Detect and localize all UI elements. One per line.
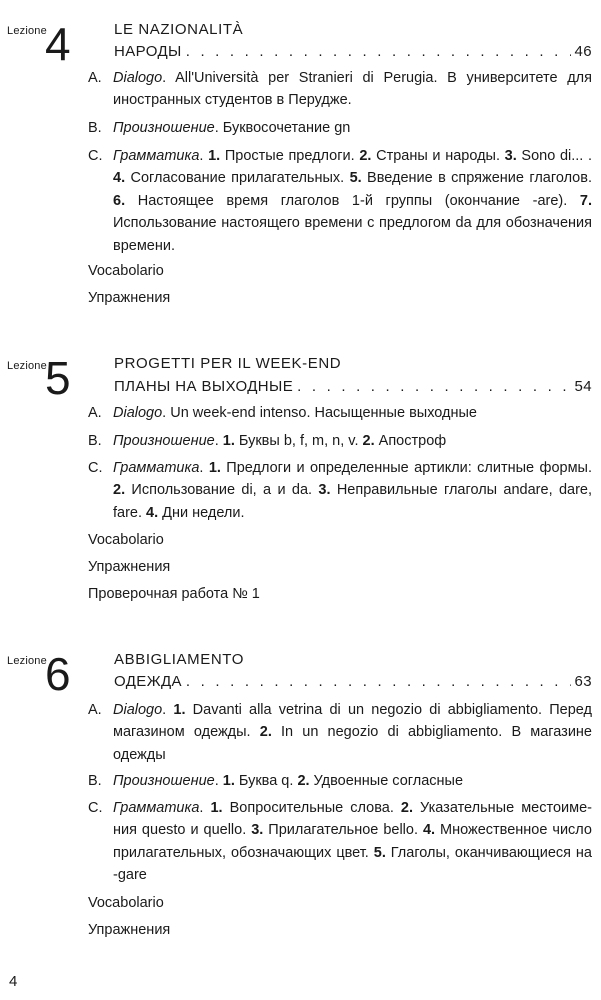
section-letter: A. [88, 70, 102, 86]
exercises-link[interactable]: Упражнения [88, 290, 171, 306]
section-prefix: Dialogo [113, 405, 163, 421]
section-text [113, 117, 592, 139]
section-b [88, 430, 592, 452]
lesson-label: Lezione [7, 655, 47, 667]
section-c [88, 145, 592, 257]
section-description: . Un week-end intenso. Насыщенные выходные [162, 405, 477, 421]
toc-entry[interactable] [114, 43, 592, 60]
toc-entry[interactable] [114, 378, 592, 395]
vocabulary-link[interactable]: Vocabolario [88, 532, 164, 548]
test-link[interactable]: Проверочная работа № 1 [88, 586, 260, 602]
leader-dots [297, 378, 570, 395]
section-text: Произношение. 1. Буквы b, f, m, n, v. 2. Апостроф [113, 433, 447, 449]
section-text: Dialogo. 1. Davanti alla vetrina di un negozio di abbigliamento. Перед магазином одежды. 2. In un negozio di abbigliamento. В магазине одежды [113, 702, 593, 763]
lesson-title-italian: LE NAZIONALITÀ [114, 21, 244, 38]
section-letter: C. [88, 148, 103, 164]
lesson-number: 4 [45, 18, 71, 70]
section-prefix: Грамматика [113, 800, 200, 816]
section-a [88, 402, 592, 424]
section-letter: B. [88, 120, 102, 136]
page-number: 4 [9, 973, 18, 990]
section-a [88, 699, 592, 766]
lesson-title-russian: ОДЕЖДА [114, 673, 182, 690]
section-letter: A. [88, 702, 102, 718]
section-letter: B. [88, 773, 102, 789]
exercises-link[interactable]: Упражнения [88, 922, 171, 938]
lesson-number: 6 [45, 648, 71, 700]
section-text [113, 67, 592, 112]
section-text: Грамматика. 1. Простые предлоги. 2. Страны и народы. 3. Sono di... . 4. Согласование прилагательных. 5. Введение в спряжение глаголов. 6. Настоящее время глаголов 1-й группы (окончание -are). 7. Использование настоящего времени с предлогом da для обозначения времени. [113, 148, 593, 254]
section-c [88, 457, 592, 524]
section-b [88, 117, 592, 139]
page-reference: 46 [574, 43, 592, 60]
section-prefix: Dialogo [113, 70, 163, 86]
section-c [88, 797, 592, 887]
section-prefix: Dialogo [113, 702, 163, 718]
lesson-number: 5 [45, 352, 71, 404]
leader-dots [186, 673, 571, 690]
section-prefix: Произношение [113, 773, 215, 789]
exercises-link[interactable]: Упражнения [88, 559, 171, 575]
section-prefix: Грамматика [113, 460, 200, 476]
section-a [88, 67, 592, 112]
section-letter: B. [88, 433, 102, 449]
section-prefix: Грамматика [113, 148, 200, 164]
section-text [113, 402, 592, 424]
section-description: . Буквосочетание gn [214, 120, 351, 136]
section-text: Произношение. 1. Буква q. 2. Удвоенные согласные [113, 773, 464, 789]
lesson-title-italian: PROGETTI PER IL WEEK-END [114, 355, 342, 372]
vocabulary-link[interactable]: Vocabolario [88, 263, 164, 279]
section-description: . All'Università per Stranieri di Perugia. В университете для иностранных студентов в Перудже. [113, 70, 592, 109]
lesson-label: Lezione [7, 25, 47, 37]
toc-entry[interactable] [114, 673, 592, 690]
section-text: Грамматика. 1. Предлоги и определенные артикли: слитные формы. 2. Использование di, a и da. 3. Неправильные глаголы andare, dare, fare. 4. Дни недели. [113, 460, 592, 521]
lesson-label: Lezione [7, 360, 47, 372]
page-reference: 63 [574, 673, 592, 690]
lesson-title-russian: ПЛАНЫ НА ВЫХОДНЫЕ [114, 378, 294, 395]
section-letter: A. [88, 405, 102, 421]
lesson-title-italian: ABBIGLIAMENTO [114, 651, 245, 668]
section-letter: C. [88, 460, 103, 476]
section-b [88, 770, 592, 792]
section-prefix: Произношение [113, 120, 215, 136]
page-reference: 54 [574, 378, 592, 395]
leader-dots [186, 43, 571, 60]
section-prefix: Произношение [113, 433, 215, 449]
section-letter: C. [88, 800, 103, 816]
section-text: Грамматика. 1. Вопросительные слова. 2. Указательные местоимения questo и quello. 3. Прилагательное bello. 4. Множественное число прилагательных, обозначающих цвет. 5. Глаголы, оканчивающиеся на -gare [113, 800, 592, 884]
lesson-title-russian: НАРОДЫ [114, 43, 182, 60]
vocabulary-link[interactable]: Vocabolario [88, 895, 164, 911]
